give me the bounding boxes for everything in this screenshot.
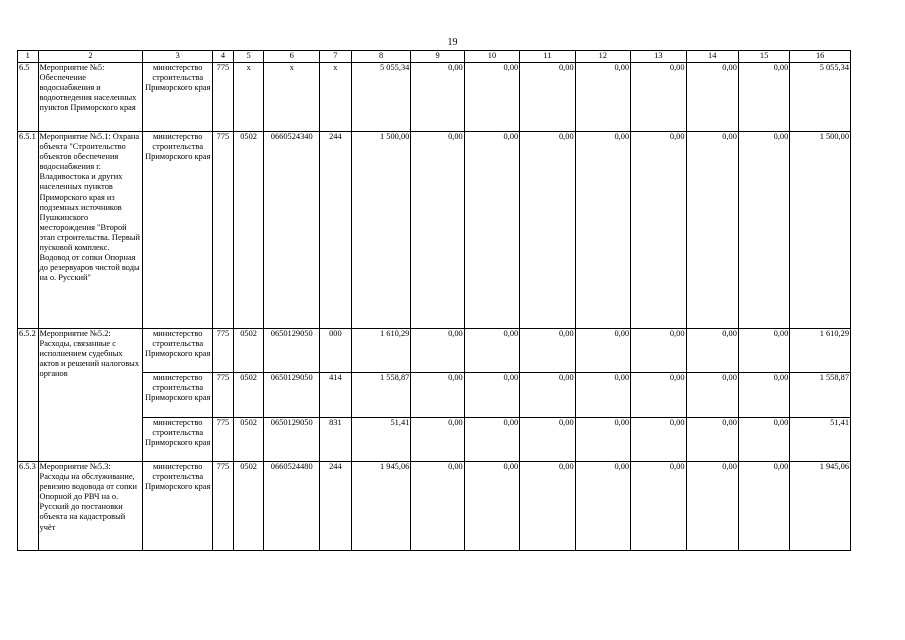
c11-cell: 0,00 (520, 132, 575, 329)
csr-cell: 0650129050 (264, 418, 319, 462)
grbs-cell: 775 (213, 329, 234, 373)
rz-cell: 0502 (233, 329, 264, 373)
c13-cell: 0,00 (631, 418, 686, 462)
c9-cell: 0,00 (411, 132, 464, 329)
rz-cell: 0502 (233, 418, 264, 462)
vr-cell: x (319, 63, 351, 132)
column-number: 11 (520, 51, 575, 63)
c16-cell: 1 558,87 (790, 373, 851, 418)
column-number: 9 (411, 51, 464, 63)
c13-cell: 0,00 (631, 329, 686, 373)
item-name: Мероприятие №5.2: Расходы, связанные с исполнением судебных актов и решений налоговых органов (38, 329, 143, 462)
vr-cell: 414 (319, 373, 351, 418)
c16-cell: 5 055,34 (790, 63, 851, 132)
c13-cell: 0,00 (631, 462, 686, 551)
c14-cell: 0,00 (686, 132, 738, 329)
c15-cell: 0,00 (738, 373, 789, 418)
item-number: 6.5.1 (18, 132, 39, 329)
column-number-row (18, 51, 851, 63)
c14-cell: 0,00 (686, 63, 738, 132)
c12-cell: 0,00 (575, 132, 630, 329)
c13-cell: 0,00 (631, 373, 686, 418)
ministry-cell: министерство строительства Приморского края (143, 63, 213, 132)
c8-cell: 5 055,34 (351, 63, 411, 132)
c8-cell: 1 558,87 (351, 373, 411, 418)
c8-cell: 1 500,00 (351, 132, 411, 329)
vr-cell: 244 (319, 132, 351, 329)
column-number: 12 (575, 51, 630, 63)
c13-cell: 0,00 (631, 63, 686, 132)
csr-cell: 0650129050 (264, 373, 319, 418)
grbs-cell: 775 (213, 418, 234, 462)
ministry-cell: министерство строительства Приморского края (143, 329, 213, 373)
ministry-cell: министерство строительства Приморского края (143, 462, 213, 551)
budget-table (17, 50, 851, 551)
c12-cell: 0,00 (575, 418, 630, 462)
column-number: 2 (38, 51, 143, 63)
grbs-cell: 775 (213, 63, 234, 132)
c15-cell: 0,00 (738, 329, 789, 373)
rz-cell: 0502 (233, 132, 264, 329)
item-name: Мероприятие №5: Обеспечение водоснабжения и водоотведения населенных пунктов Приморского края (38, 63, 143, 132)
column-number: 14 (686, 51, 738, 63)
column-number: 15 (738, 51, 789, 63)
table-row (18, 462, 851, 551)
c8-cell: 51,41 (351, 418, 411, 462)
c8-cell: 1 945,06 (351, 462, 411, 551)
column-number: 5 (233, 51, 264, 63)
c15-cell: 0,00 (738, 63, 789, 132)
table-row (18, 63, 851, 132)
c10-cell: 0,00 (464, 329, 519, 373)
c11-cell: 0,00 (520, 329, 575, 373)
csr-cell: 0660524340 (264, 132, 319, 329)
c10-cell: 0,00 (464, 373, 519, 418)
ministry-cell: министерство строительства Приморского края (143, 373, 213, 418)
c11-cell: 0,00 (520, 63, 575, 132)
column-number: 10 (464, 51, 519, 63)
c9-cell: 0,00 (411, 63, 464, 132)
ministry-cell: министерство строительства Приморского края (143, 418, 213, 462)
table-row (18, 329, 851, 373)
column-number: 4 (213, 51, 234, 63)
column-number: 8 (351, 51, 411, 63)
item-name: Мероприятие №5.1: Охрана объекта "Строительство объектов обеспечения водоснабжения г. Владивостока и других населенных пунктов Приморского края из подземных источников Пушкинского месторождения "Второй этап строительства. Первый пусковой комплекс. Водовод от сопки Опорная до резервуаров чистой воды на о. Русский" (38, 132, 143, 329)
c10-cell: 0,00 (464, 462, 519, 551)
c10-cell: 0,00 (464, 63, 519, 132)
column-number: 7 (319, 51, 351, 63)
rz-cell: 0502 (233, 373, 264, 418)
item-name: Мероприятие №5.3: Расходы на обслуживание, ревизию водовода от сопки Опорной до РВЧ на о. Русский до постановки объекта на кадастровый учёт (38, 462, 143, 551)
c11-cell: 0,00 (520, 462, 575, 551)
vr-cell: 000 (319, 329, 351, 373)
c13-cell: 0,00 (631, 132, 686, 329)
rz-cell: 0502 (233, 462, 264, 551)
c9-cell: 0,00 (411, 329, 464, 373)
table-row (18, 373, 851, 418)
c16-cell: 1 610,29 (790, 329, 851, 373)
rz-cell: x (233, 63, 264, 132)
item-number: 6.5.3 (18, 462, 39, 551)
c11-cell: 0,00 (520, 373, 575, 418)
c14-cell: 0,00 (686, 418, 738, 462)
csr-cell: 0650129050 (264, 329, 319, 373)
c9-cell: 0,00 (411, 462, 464, 551)
vr-cell: 244 (319, 462, 351, 551)
c14-cell: 0,00 (686, 462, 738, 551)
csr-cell: 0660524480 (264, 462, 319, 551)
grbs-cell: 775 (213, 132, 234, 329)
c15-cell: 0,00 (738, 462, 789, 551)
c15-cell: 0,00 (738, 418, 789, 462)
c8-cell: 1 610,29 (351, 329, 411, 373)
c12-cell: 0,00 (575, 63, 630, 132)
grbs-cell: 775 (213, 373, 234, 418)
c16-cell: 51,41 (790, 418, 851, 462)
item-number: 6.5.2 (18, 329, 39, 462)
c15-cell: 0,00 (738, 132, 789, 329)
c12-cell: 0,00 (575, 373, 630, 418)
c9-cell: 0,00 (411, 373, 464, 418)
grbs-cell: 775 (213, 462, 234, 551)
item-number: 6.5 (18, 63, 39, 132)
column-number: 6 (264, 51, 319, 63)
c16-cell: 1 500,00 (790, 132, 851, 329)
c9-cell: 0,00 (411, 418, 464, 462)
c10-cell: 0,00 (464, 418, 519, 462)
csr-cell: x (264, 63, 319, 132)
c12-cell: 0,00 (575, 462, 630, 551)
c14-cell: 0,00 (686, 373, 738, 418)
ministry-cell: министерство строительства Приморского края (143, 132, 213, 329)
column-number: 13 (631, 51, 686, 63)
c14-cell: 0,00 (686, 329, 738, 373)
c10-cell: 0,00 (464, 132, 519, 329)
vr-cell: 831 (319, 418, 351, 462)
column-number: 1 (18, 51, 39, 63)
c11-cell: 0,00 (520, 418, 575, 462)
c12-cell: 0,00 (575, 329, 630, 373)
table-row (18, 132, 851, 329)
c16-cell: 1 945,06 (790, 462, 851, 551)
page-number: 19 (447, 37, 458, 48)
column-number: 3 (143, 51, 213, 63)
table-row (18, 418, 851, 462)
column-number: 16 (790, 51, 851, 63)
